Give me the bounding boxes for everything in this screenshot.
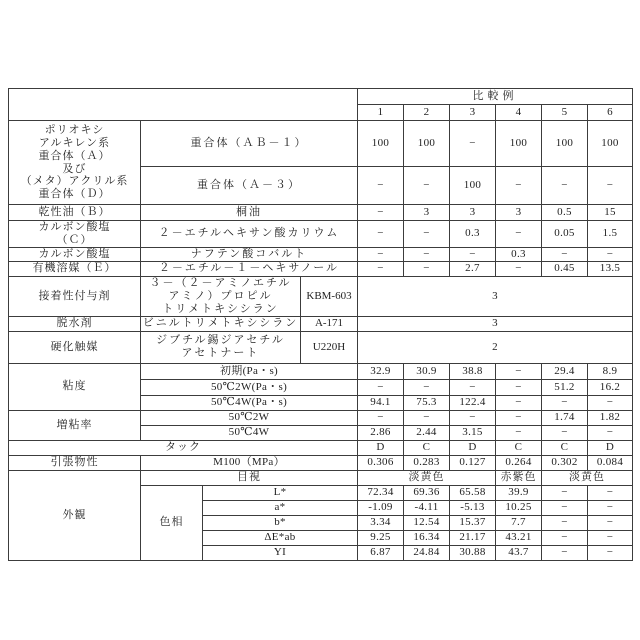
value-cell: 39.9 [496,485,542,500]
value-cell: 0.084 [588,455,633,470]
value-cell: − [588,167,633,205]
value-cell: − [542,167,588,205]
value-cell: 100 [450,167,496,205]
value-cell: 3.34 [358,515,404,530]
value-cell: 3 [404,205,450,221]
value-cell: − [496,363,542,379]
hue-measure-name: a* [203,500,358,515]
measure-name: 50℃4W [141,425,358,440]
component-name-silane: ３－（２－アミノエチル アミノ）プロピル トリメトキシシラン [141,276,301,316]
hue-measure-name: b* [203,515,358,530]
value-cell: 100 [496,121,542,167]
value-cell: 30.88 [450,545,496,560]
value-cell: 100 [358,121,404,167]
component-name-tin: ジブチル錫ジアセチル アセトナート [141,331,301,363]
group-header: 比較例 [358,89,633,105]
value-cell: 15.37 [450,515,496,530]
value-cell: 100 [588,121,633,167]
value-cell: − [450,247,496,261]
comparative-examples-table [8,88,633,561]
color-result-cell: 淡黄色 [358,470,496,485]
value-cell: − [358,221,404,248]
value-cell: 94.1 [358,395,404,410]
value-cell: 24.84 [404,545,450,560]
value-cell: − [588,485,633,500]
row-label-tensile: 引張物性 [9,455,141,470]
value-cell: 1.82 [588,410,633,425]
value-cell: 2.86 [358,425,404,440]
value-cell: 38.8 [450,363,496,379]
corner-cell [9,89,358,121]
value-cell: 51.2 [542,379,588,395]
value-cell: C [404,440,450,455]
value-cell: 10.25 [496,500,542,515]
value-cell: − [450,410,496,425]
component-name-ab1: 重合体（ＡＢ－１） [141,121,358,167]
value-cell: 100 [542,121,588,167]
value-cell: 8.9 [588,363,633,379]
value-cell: 0.302 [542,455,588,470]
row-label-tack: タック [9,440,358,455]
measure-name: 初期(Pa・s) [141,363,358,379]
column-number-3: 3 [450,105,496,121]
value-cell: 0.45 [542,261,588,276]
value-cell: 3 [450,205,496,221]
span-value-cell: 3 [358,276,633,316]
column-number-2: 2 [404,105,450,121]
row-label-hue: 色相 [141,485,203,560]
value-cell: 32.9 [358,363,404,379]
value-cell: − [496,167,542,205]
value-cell: 100 [404,121,450,167]
value-cell: 0.3 [450,221,496,248]
component-name-a3: 重合体（Ａ－３） [141,167,358,205]
value-cell: − [542,515,588,530]
column-number-4: 4 [496,105,542,121]
value-cell: − [496,410,542,425]
value-cell: − [404,221,450,248]
value-cell: 1.5 [588,221,633,248]
value-cell: − [542,485,588,500]
value-cell: 0.264 [496,455,542,470]
component-name-cobalt: ナフテン酸コバルト [141,247,358,261]
value-cell: − [588,500,633,515]
value-cell: 2.7 [450,261,496,276]
value-cell: 13.5 [588,261,633,276]
row-label-carboxylate: カルボン酸塩 [9,247,141,261]
product-code-kbm603: KBM-603 [301,276,358,316]
value-cell: 72.34 [358,485,404,500]
component-name-vinylsilane: ビニルトリメトキシシラン [141,316,301,331]
value-cell: D [588,440,633,455]
value-cell: − [404,261,450,276]
value-cell: − [588,545,633,560]
value-cell: C [542,440,588,455]
hue-measure-name: L* [203,485,358,500]
value-cell: − [404,410,450,425]
row-label-dehydrator: 脱水剤 [9,316,141,331]
value-cell: − [542,545,588,560]
value-cell: 65.58 [450,485,496,500]
row-label-appearance: 外観 [9,470,141,560]
value-cell: − [496,379,542,395]
value-cell: 0.5 [542,205,588,221]
row-label-viscosity: 粘度 [9,363,141,410]
value-cell: 2.44 [404,425,450,440]
row-label-thickening: 増粘率 [9,410,141,440]
value-cell: -5.13 [450,500,496,515]
value-cell: D [358,440,404,455]
hue-measure-name: YI [203,545,358,560]
measure-name: 50℃2W(Pa・s) [141,379,358,395]
value-cell: − [358,167,404,205]
value-cell: − [496,395,542,410]
value-cell: − [496,221,542,248]
column-number-1: 1 [358,105,404,121]
row-label-solvent: 有機溶媒（Ｅ） [9,261,141,276]
value-cell: − [588,395,633,410]
value-cell: − [358,410,404,425]
value-cell: 122.4 [450,395,496,410]
value-cell: − [496,425,542,440]
value-cell: 6.87 [358,545,404,560]
color-result-cell: 赤紫色 [496,470,542,485]
value-cell: − [404,247,450,261]
value-cell: 21.17 [450,530,496,545]
value-cell: − [496,261,542,276]
measure-name: 50℃4W(Pa・s) [141,395,358,410]
value-cell: − [542,530,588,545]
value-cell: − [358,247,404,261]
value-cell: − [542,247,588,261]
value-cell: 75.3 [404,395,450,410]
value-cell: 43.7 [496,545,542,560]
span-value-cell: 3 [358,316,633,331]
value-cell: − [450,121,496,167]
value-cell: − [588,515,633,530]
component-name-tung-oil: 桐油 [141,205,358,221]
value-cell: 0.306 [358,455,404,470]
value-cell: − [588,247,633,261]
value-cell: − [588,425,633,440]
value-cell: − [404,379,450,395]
value-cell: − [588,530,633,545]
value-cell: 43.21 [496,530,542,545]
value-cell: D [450,440,496,455]
value-cell: − [404,167,450,205]
product-code-a171: A-171 [301,316,358,331]
value-cell: 30.9 [404,363,450,379]
measure-name-visual: 目視 [141,470,358,485]
value-cell: 9.25 [358,530,404,545]
value-cell: 3.15 [450,425,496,440]
hue-measure-name: ΔE*ab [203,530,358,545]
color-result-cell: 淡黄色 [542,470,633,485]
product-code-u220h: U220H [301,331,358,363]
value-cell: C [496,440,542,455]
value-cell: − [542,500,588,515]
value-cell: 1.74 [542,410,588,425]
column-number-5: 5 [542,105,588,121]
measure-name: 50℃2W [141,410,358,425]
component-name-potassium: ２－エチルヘキサン酸カリウム [141,221,358,248]
value-cell: 12.54 [404,515,450,530]
value-cell: 3 [496,205,542,221]
row-label-carboxylate-c: カルボン酸塩 （Ｃ） [9,221,141,248]
value-cell: − [450,379,496,395]
component-name-hexanol: ２－エチル－１－ヘキサノール [141,261,358,276]
value-cell: -4.11 [404,500,450,515]
value-cell: − [542,425,588,440]
span-value-cell: 2 [358,331,633,363]
value-cell: 29.4 [542,363,588,379]
polymer-section-label: ポリオキシ アルキレン系 重合体（Ａ） 及び （メタ）アクリル系 重合体（Ｄ） [9,121,141,205]
row-label-adhesion: 接着性付与剤 [9,276,141,316]
value-cell: − [358,205,404,221]
value-cell: 7.7 [496,515,542,530]
row-label-drying-oil: 乾性油（Ｂ） [9,205,141,221]
row-label-catalyst: 硬化触媒 [9,331,141,363]
value-cell: 0.283 [404,455,450,470]
value-cell: -1.09 [358,500,404,515]
value-cell: − [358,261,404,276]
value-cell: 15 [588,205,633,221]
value-cell: 16.34 [404,530,450,545]
value-cell: − [542,395,588,410]
value-cell: 69.36 [404,485,450,500]
value-cell: 0.3 [496,247,542,261]
value-cell: 16.2 [588,379,633,395]
column-number-6: 6 [588,105,633,121]
value-cell: − [358,379,404,395]
measure-name: M100（MPa） [141,455,358,470]
value-cell: 0.127 [450,455,496,470]
value-cell: 0.05 [542,221,588,248]
